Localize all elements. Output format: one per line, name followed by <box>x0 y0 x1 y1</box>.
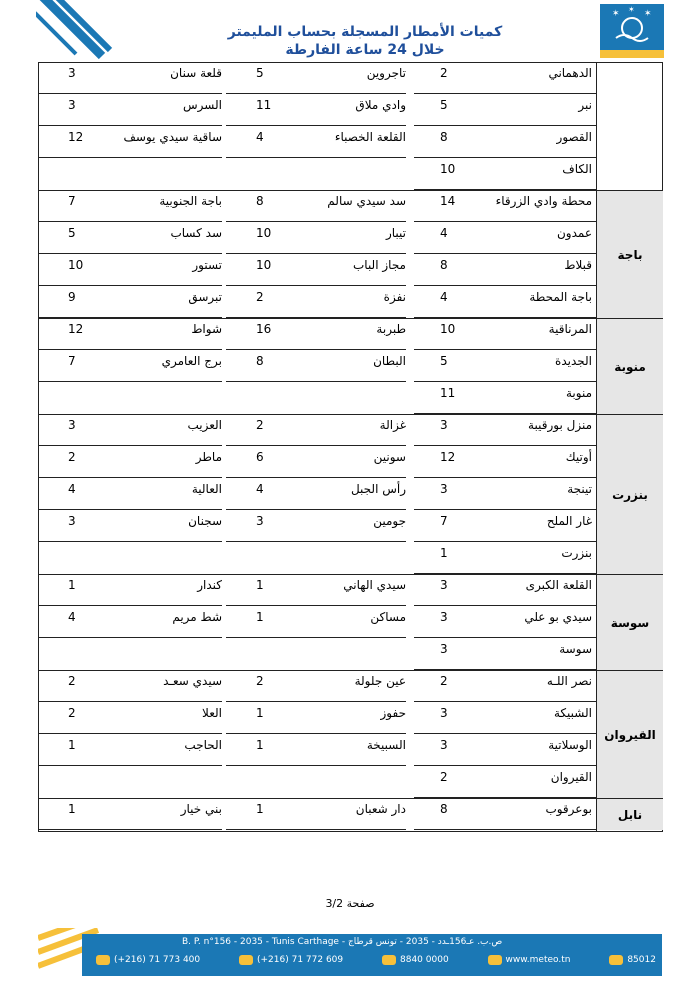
station-cell <box>38 510 222 542</box>
station-cell <box>226 446 406 478</box>
station-name: تيبار <box>385 226 406 240</box>
governorate-label: باجة <box>597 191 663 318</box>
postal-address: B. P. n°156 - 2035 - Tunis Carthage - ص.ب. عـ156ـدد - 2035 - تونس قرطاج <box>182 937 503 947</box>
station-name: منوبة <box>565 386 592 400</box>
station-cell <box>226 798 406 830</box>
rainfall-value: 7 <box>68 194 76 208</box>
station-cell <box>414 702 596 734</box>
station-name: دار شعبان <box>355 802 406 816</box>
rainfall-value: 1 <box>68 578 76 592</box>
station-cell <box>38 734 222 766</box>
station-name: الدهماني <box>548 66 592 80</box>
station-name: باجة المحطة <box>529 290 592 304</box>
rainfall-value: 3 <box>68 98 76 112</box>
rainfall-value: 1 <box>68 738 76 752</box>
station-cell <box>226 190 406 222</box>
station-name: شط مريم <box>172 610 222 624</box>
station-name: سوسة <box>559 642 592 656</box>
rainfall-value: 6 <box>256 450 264 464</box>
station-cell <box>226 94 406 126</box>
station-cell <box>38 94 222 126</box>
rainfall-value: 3 <box>68 418 76 432</box>
rainfall-value: 3 <box>440 706 448 720</box>
svg-text:✶: ✶ <box>644 9 652 19</box>
chat-icon <box>382 955 396 965</box>
rainfall-value: 5 <box>256 66 264 80</box>
rainfall-value: 4 <box>68 610 76 624</box>
station-name: قبلاط <box>564 258 592 272</box>
shortnum-contact: 8840 0000 <box>382 955 449 965</box>
station-name: تستور <box>192 258 222 272</box>
rainfall-value: 8 <box>256 194 264 208</box>
station-name: غزالة <box>379 418 406 432</box>
rainfall-value: 3 <box>440 482 448 496</box>
group-separator <box>38 318 663 319</box>
row-rule <box>226 381 406 382</box>
station-name: سيدي سعـد <box>163 674 222 688</box>
station-cell <box>414 510 596 542</box>
station-name: منزل بورقيبة <box>528 418 592 432</box>
rainfall-value: 16 <box>256 322 272 336</box>
page-title: كميات الأمطار المسجلة بحساب المليمتر <box>227 24 503 40</box>
station-name: برج العامري <box>161 354 222 368</box>
page-number: صفحة 3/2 <box>325 897 375 910</box>
row-rule <box>38 829 222 830</box>
station-cell <box>226 222 406 254</box>
station-name: بني خيار <box>180 802 222 816</box>
fax-contact: (+216) 71 772 609 <box>239 955 343 965</box>
station-cell <box>414 670 596 702</box>
station-name: السرس <box>183 98 222 112</box>
station-cell <box>38 670 222 702</box>
rainfall-value: 3 <box>440 738 448 752</box>
rainfall-value: 1 <box>256 802 264 816</box>
rainfall-value: 3 <box>440 642 448 656</box>
station-name: الحاجب <box>184 738 222 752</box>
row-rule <box>38 157 222 158</box>
station-cell <box>38 254 222 286</box>
station-cell <box>38 702 222 734</box>
rainfall-value: 2 <box>256 290 264 304</box>
station-cell <box>226 478 406 510</box>
rainfall-value: 5 <box>440 354 448 368</box>
station-name: بوعرقوب <box>545 802 592 816</box>
station-cell <box>38 286 222 318</box>
station-name: قلعة سنان <box>170 66 222 80</box>
station-name: ساقية سيدي يوسف <box>123 130 222 144</box>
station-cell <box>414 254 596 286</box>
station-cell <box>414 190 596 222</box>
rainfall-value: 3 <box>440 610 448 624</box>
row-rule <box>226 829 406 830</box>
rainfall-value: 2 <box>440 66 448 80</box>
station-cell <box>414 94 596 126</box>
station-cell <box>414 734 596 766</box>
station-name: نبر <box>578 98 592 112</box>
station-cell <box>414 222 596 254</box>
station-name: سجنان <box>188 514 222 528</box>
station-name: كندار <box>197 578 222 592</box>
footer-contact-bar <box>82 934 662 976</box>
group-separator <box>38 798 663 799</box>
header-stripes-graphic <box>36 0 116 60</box>
page-subtitle: خلال 24 ساعة الفارطة <box>285 42 445 58</box>
station-cell <box>414 638 596 670</box>
station-cell <box>414 574 596 606</box>
svg-text:✶: ✶ <box>612 9 620 19</box>
station-name: غار الملح <box>546 514 592 528</box>
station-cell <box>414 542 596 574</box>
rainfall-value: 8 <box>440 258 448 272</box>
station-name: نصر اللـه <box>546 674 592 688</box>
row-rule <box>414 829 596 830</box>
row-rule <box>38 541 222 542</box>
station-name: رأس الجبل <box>350 482 406 496</box>
group-separator <box>38 414 663 415</box>
station-cell <box>414 446 596 478</box>
rainfall-value: 10 <box>440 322 456 336</box>
rainfall-value: 4 <box>440 226 448 240</box>
rainfall-value: 14 <box>440 194 456 208</box>
station-cell <box>226 286 406 318</box>
rainfall-value: 3 <box>68 514 76 528</box>
station-name: الجديدة <box>555 354 592 368</box>
station-cell <box>414 350 596 382</box>
station-name: الكاف <box>562 162 592 176</box>
station-cell <box>414 478 596 510</box>
station-cell <box>414 62 596 94</box>
rainfall-value: 5 <box>68 226 76 240</box>
station-cell <box>414 286 596 318</box>
governorate-label: القيروان <box>597 671 663 798</box>
station-name: سيدي بو علي <box>524 610 592 624</box>
station-name: تينجة <box>567 482 592 496</box>
station-name: نفزة <box>383 290 406 304</box>
governorate-label: نابل <box>597 799 663 830</box>
station-name: البطان <box>373 354 406 368</box>
station-name: سد كساب <box>170 226 222 240</box>
station-name: الوسلاتية <box>548 738 592 752</box>
station-name: مجاز الباب <box>352 258 406 272</box>
rainfall-value: 5 <box>440 98 448 112</box>
station-name: شواط <box>191 322 222 336</box>
rainfall-value: 10 <box>68 258 84 272</box>
group-separator <box>38 670 663 671</box>
rainfall-value: 1 <box>256 578 264 592</box>
station-name: المرناقية <box>548 322 592 336</box>
station-name: جومين <box>373 514 406 528</box>
rainfall-value: 11 <box>440 386 456 400</box>
rainfall-value: 3 <box>440 418 448 432</box>
station-name: العلا <box>202 706 222 720</box>
rainfall-value: 2 <box>256 418 264 432</box>
station-name: مساكن <box>370 610 406 624</box>
station-cell <box>38 62 222 94</box>
station-cell <box>414 414 596 446</box>
station-cell <box>226 510 406 542</box>
row-rule <box>38 765 222 766</box>
phone-icon <box>96 955 110 965</box>
station-cell <box>38 606 222 638</box>
row-rule <box>38 637 222 638</box>
station-name: سيدي الهاني <box>343 578 406 592</box>
station-cell <box>414 126 596 158</box>
station-name: بنزرت <box>561 546 592 560</box>
station-name: سونين <box>373 450 406 464</box>
row-rule <box>38 381 222 382</box>
rainfall-value: 8 <box>256 354 264 368</box>
station-cell <box>226 670 406 702</box>
station-cell <box>226 734 406 766</box>
group-separator <box>38 574 663 575</box>
rainfall-value: 7 <box>440 514 448 528</box>
station-name: تاجروين <box>366 66 406 80</box>
station-name: الشبيكة <box>554 706 592 720</box>
station-cell <box>38 350 222 382</box>
station-name: وادي ملاق <box>355 98 406 112</box>
group-separator <box>38 190 663 191</box>
station-name: القصور <box>556 130 592 144</box>
station-name: عين جلولة <box>354 674 406 688</box>
station-cell <box>414 158 596 190</box>
phone-contact: (+216) 71 773 400 <box>96 955 200 965</box>
station-name: أوتيك <box>565 450 592 464</box>
governorate-label: منوبة <box>597 319 663 414</box>
rainfall-value: 4 <box>68 482 76 496</box>
row-rule <box>226 541 406 542</box>
rainfall-value: 2 <box>68 450 76 464</box>
rainfall-value: 1 <box>256 738 264 752</box>
station-cell <box>38 318 222 350</box>
station-cell <box>226 606 406 638</box>
rainfall-value: 12 <box>68 130 84 144</box>
rainfall-value: 2 <box>256 674 264 688</box>
station-name: القلعة الخصباء <box>334 130 406 144</box>
station-name: تبرسق <box>188 290 222 304</box>
station-cell <box>414 606 596 638</box>
rainfall-value: 9 <box>68 290 76 304</box>
station-name: السبيخة <box>366 738 406 752</box>
station-cell <box>226 574 406 606</box>
station-name: العزيب <box>187 418 222 432</box>
fax-icon <box>239 955 253 965</box>
governorate-label: بنزرت <box>597 415 663 574</box>
station-name: العالية <box>191 482 222 496</box>
rainfall-value: 2 <box>68 706 76 720</box>
website-link[interactable]: www.meteo.tn <box>488 955 571 965</box>
station-cell <box>226 414 406 446</box>
station-cell <box>414 382 596 414</box>
station-cell <box>414 318 596 350</box>
station-cell <box>38 574 222 606</box>
station-name: سد سيدي سالم <box>327 194 406 208</box>
rainfall-value: 2 <box>68 674 76 688</box>
rainfall-value: 1 <box>256 706 264 720</box>
station-cell <box>414 798 596 830</box>
station-cell <box>38 798 222 830</box>
globe-icon <box>488 955 502 965</box>
rainfall-value: 1 <box>440 546 448 560</box>
station-name: ماطر <box>195 450 222 464</box>
rainfall-value: 3 <box>68 66 76 80</box>
rainfall-value: 7 <box>68 354 76 368</box>
sms-contact: 85012 <box>609 955 656 965</box>
sms-icon <box>609 955 623 965</box>
svg-text:✶: ✶ <box>628 5 635 14</box>
station-cell <box>226 62 406 94</box>
institute-logo <box>600 4 664 58</box>
rainfall-value: 10 <box>440 162 456 176</box>
station-cell <box>38 414 222 446</box>
station-name: القيروان <box>550 770 592 784</box>
rainfall-value: 12 <box>68 322 84 336</box>
station-cell <box>38 190 222 222</box>
station-cell <box>226 350 406 382</box>
rainfall-value: 4 <box>256 130 264 144</box>
rainfall-value: 3 <box>440 578 448 592</box>
station-name: حفوز <box>380 706 406 720</box>
row-rule <box>226 157 406 158</box>
station-cell <box>38 222 222 254</box>
rainfall-value: 2 <box>440 674 448 688</box>
rainfall-value: 10 <box>256 258 272 272</box>
rainfall-value: 1 <box>256 610 264 624</box>
rainfall-value: 8 <box>440 802 448 816</box>
rainfall-value: 2 <box>440 770 448 784</box>
rainfall-value: 4 <box>440 290 448 304</box>
station-name: باجة الجنوبية <box>159 194 222 208</box>
rainfall-value: 4 <box>256 482 264 496</box>
rainfall-value: 1 <box>68 802 76 816</box>
station-cell <box>226 254 406 286</box>
station-cell <box>38 446 222 478</box>
row-rule <box>226 765 406 766</box>
station-cell <box>226 126 406 158</box>
station-cell <box>226 702 406 734</box>
station-cell <box>38 126 222 158</box>
station-name: القلعة الكبرى <box>525 578 592 592</box>
station-name: محطة وادي الزرقاء <box>495 194 592 208</box>
station-cell <box>414 766 596 798</box>
station-name: طبربة <box>376 322 406 336</box>
rainfall-value: 12 <box>440 450 456 464</box>
row-rule <box>226 637 406 638</box>
station-name: عمدون <box>556 226 592 240</box>
station-cell <box>226 318 406 350</box>
rainfall-value: 8 <box>440 130 448 144</box>
governorate-label: سوسة <box>597 575 663 670</box>
rainfall-value: 3 <box>256 514 264 528</box>
rainfall-value: 10 <box>256 226 272 240</box>
rainfall-value: 11 <box>256 98 272 112</box>
station-cell <box>38 478 222 510</box>
